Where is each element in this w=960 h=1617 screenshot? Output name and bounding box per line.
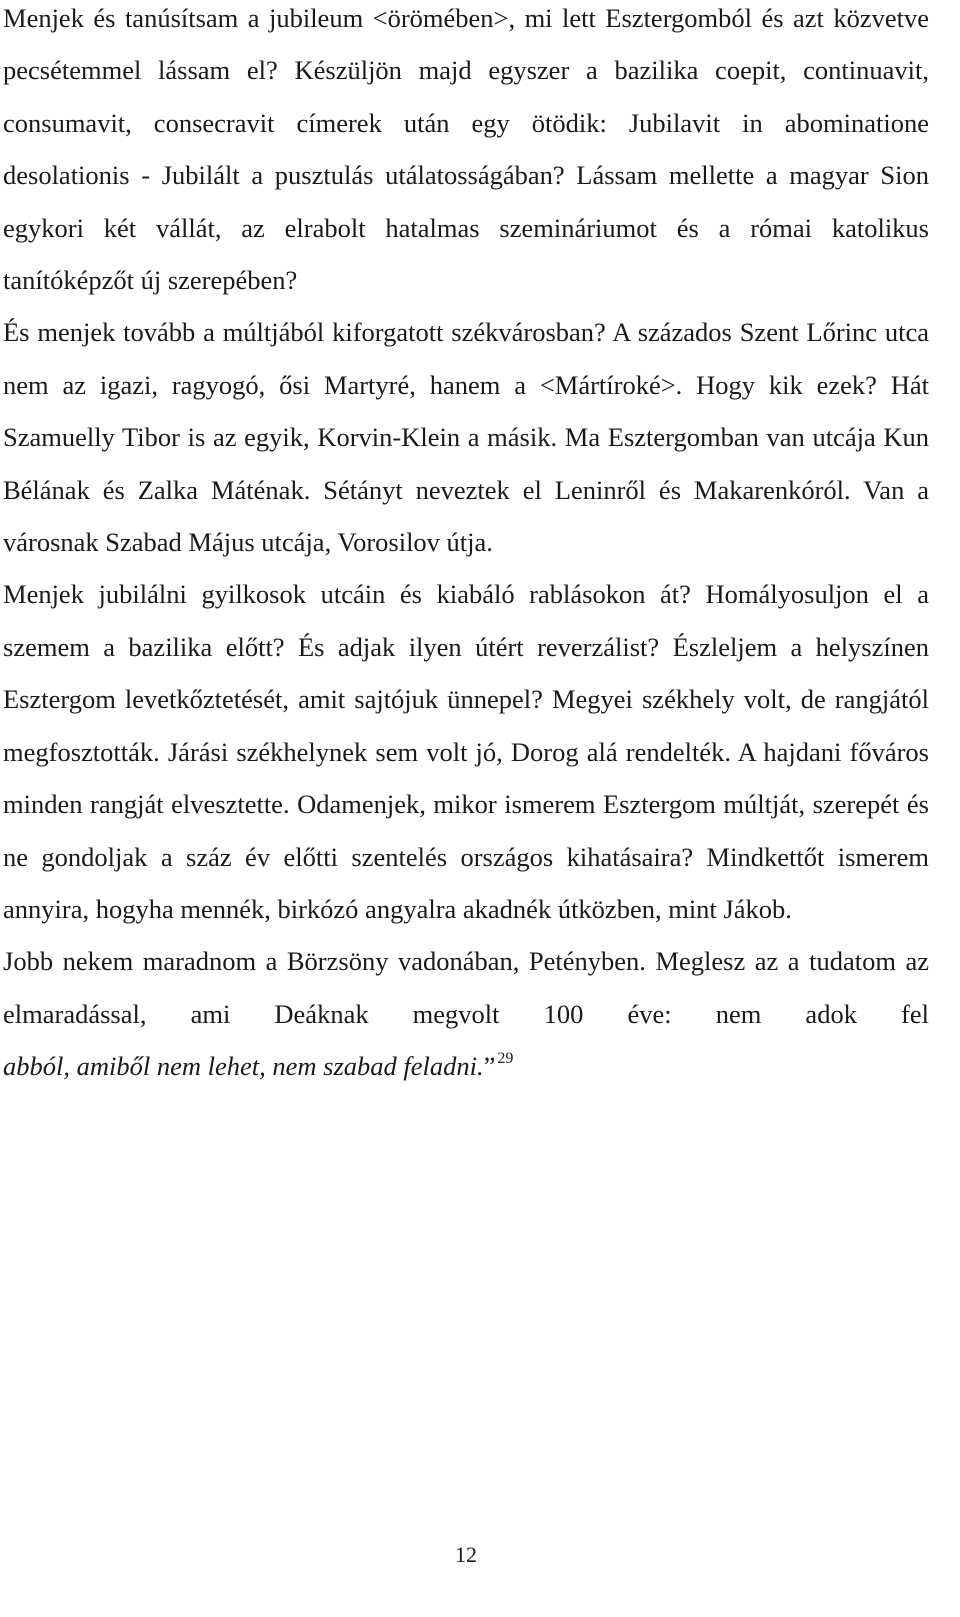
paragraph-4-closing bbox=[3, 1040, 929, 1097]
paragraph-2: És menjek tovább a múltjából kiforgatott székvárosban? A százados Szent Lőrinc utca nem az igazi, ragyogó, ősi Martyré, hanem a <Mártíroké>. Hogy kik ezek? Hát Szamuelly Tibor is az egyik, Korvin-Klein a másik. Ma Esztergomban van utcája Kun Bélának és Zalka Máténak. Sétányt neveztek el Leninről és Makarenkóról. Van a városnak Szabad Május utcája, Vorosilov útja. bbox=[3, 317, 929, 558]
closing-quote: ” bbox=[483, 1051, 496, 1082]
paragraph-4-text: Jobb nekem maradnom a Börzsöny vadonában, Petényben. Meglesz az a tudatom az elmaradással, ami Deáknak megvolt 100 éve: nem adok fel bbox=[3, 946, 929, 1029]
paragraph-1: Menjek és tanúsítsam a jubileum <örömében>, mi lett Esztergomból és azt közvetve pecsétemmel lássam el? Készüljön majd egyszer a bazilika coepit, continuavit, consumavit, consecravit címerek után egy ötödik: Jubilavit in abominatione desolationis - Jubilált a pusztulás utálatosságában? Lássam mellette a magyar Sion egykori két vállát, az elrabolt hatalmas szemináriumot és a római katolikus tanítóképzőt új szerepében? bbox=[3, 3, 929, 296]
paragraph-4 bbox=[3, 935, 929, 1040]
closing-italic-text: abból, amiből nem lehet, nem szabad feladni. bbox=[3, 1051, 484, 1082]
paragraph-3: Menjek jubilálni gyilkosok utcáin és kiabáló rablásokon át? Homályosuljon el a szemem a bazilika előtt? És adjak ilyen útért reverzálist? Észleljem a helyszínen Esztergom levetkőztetését, amit sajtójuk ünnepel? Megyei székhely volt, de rangjától megfosztották. Járási székhelynek sem volt jó, Dorog alá rendelték. A hajdani főváros minden rangját elvesztette. Odamenjek, mikor ismerem Esztergom múltját, szerepét és ne gondoljak a száz év előtti szentelés országos kihatásaira? Mindkettőt ismerem annyira, hogyha mennék, birkózó angyalra akadnék útközben, mint Jákob. bbox=[3, 579, 929, 924]
page-number: 12 bbox=[455, 1542, 477, 1567]
footnote-marker: 29 bbox=[497, 1050, 514, 1068]
document-body bbox=[3, 0, 929, 1098]
